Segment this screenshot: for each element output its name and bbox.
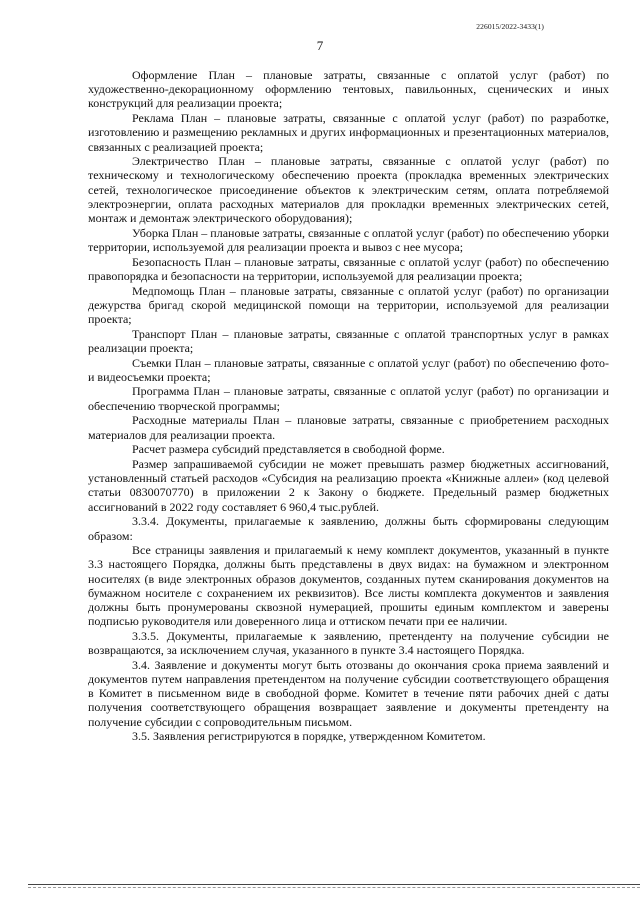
document-id: 226015/2022-3433(1) — [476, 22, 544, 31]
paragraph-subsidy-limit: Размер запрашиваемой субсидии не может превышать размер бюджетных ассигнований, установленный статьей расходов «Субсидия на реализацию проекта «Книжные аллеи» (код целевой статьи 0830070770) в приложении 2 к Закону о бюджете. Предельный размер бюджетных ассигнований в 2022 году составляет 6 960,4 тыс.рублей. — [88, 456, 609, 514]
paragraph-3-4: 3.4. Заявление и документы могут быть отозваны до окончания срока приема заявлений и документов путем направления претендентом на получение субсидии соответствующего обращения в Комитет в письменном виде в свободной форме. Комитет в течение пяти рабочих дней с даты получения соответствующего обращения возвращает заявление и документы претенденту на получение субсидии с сопроводительным письмом. — [88, 657, 609, 729]
paragraph-pages-requirements: Все страницы заявления и прилагаемый к нему комплект документов, указанный в пункте 3.3 настоящего Порядка, должны быть представлены в двух видах: на бумажном и электронном носителях (в виде электронных образов документов, созданных путем сканирования документов на бумажном носителе с сохранением их реквизитов). Все листы комплекта документов и заявления должны быть пронумерованы сквозной нумерацией, прошиты единым комплектом и заверены подписью руководителя или доверенного лица и оттиском печати при ее наличии. — [88, 543, 609, 629]
paragraph-transport: Транспорт План – плановые затраты, связанные с оплатой транспортных услуг в рамках реализации проекта; — [88, 326, 609, 355]
paragraph-cleaning: Уборка План – плановые затраты, связанные с оплатой услуг (работ) по обеспечению уборки территории, используемой для реализации проекта и вывоз с нее мусора; — [88, 225, 609, 254]
paragraph-decoration: Оформление План – плановые затраты, связанные с оплатой услуг (работ) по художественно-декорационному оформлению тентовых, павильонных, сценических и иных конструкций для реализации проекта; — [88, 68, 609, 111]
bottom-scan-edge — [28, 884, 640, 885]
paragraph-calculation: Расчет размера субсидий представляется в свободной форме. — [132, 442, 445, 457]
paragraph-3-5: 3.5. Заявления регистрируются в порядке, утвержденном Комитетом. — [132, 729, 486, 744]
paragraph-3-3-5: 3.3.5. Документы, прилагаемые к заявлению, претенденту на получение субсидии не возвращаются, за исключением случая, указанного в пункте 3.4 настоящего Порядка. — [88, 628, 609, 658]
paragraph-security: Безопасность План – плановые затраты, связанные с оплатой услуг (работ) по обеспечению правопорядка и безопасности на территории, используемой для реализации проекта; — [88, 254, 609, 283]
paragraph-3-3-4: 3.3.4. Документы, прилагаемые к заявлению, должны быть сформированы следующим образом: — [88, 514, 609, 543]
bottom-scan-edge-secondary — [28, 887, 640, 888]
paragraph-medical: Медпомощь План – плановые затраты, связанные с оплатой услуг (работ) по организации дежурства бригад скорой медицинской помощи на территории, используемой для реализации проекта; — [88, 283, 609, 326]
paragraph-filming: Съемки План – плановые затраты, связанные с оплатой услуг (работ) по обеспечению фото- и видеосъемки проекта; — [88, 355, 609, 384]
paragraph-advertising: Реклама План – плановые затраты, связанные с оплатой услуг (работ) по разработке, изготовлению и размещению рекламных и других информационных и презентационных материалов, связанных с реализацией проекта; — [88, 111, 609, 154]
paragraph-materials: Расходные материалы План – плановые затраты, связанные с приобретением расходных материалов для реализации проекта. — [88, 413, 609, 442]
paragraph-program: Программа План – плановые затраты, связанные с оплатой услуг (работ) по организации и обеспечению творческой программы; — [88, 384, 609, 413]
page-number: 7 — [316, 38, 324, 53]
document-body — [88, 68, 609, 744]
paragraph-electricity: Электричество План – плановые затраты, связанные с оплатой услуг (работ) по техническому и технологическому обеспечению проекта (прокладка временных электрических сетей, технологическое присоединение объектов к электрическим сетям, оплата потребляемой электроэнергии, оплата расходных материалов для прокладки временных электрических сетей, монтаж и демонтаж электрического оборудования); — [88, 154, 609, 226]
